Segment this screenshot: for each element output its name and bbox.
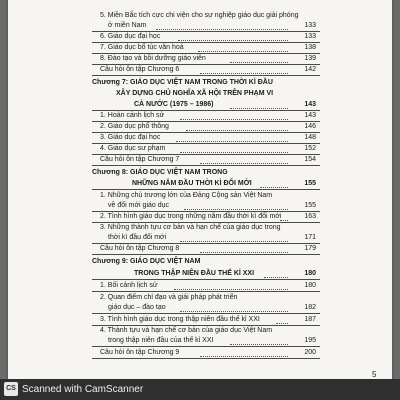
row-rule bbox=[92, 42, 320, 43]
toc-page: 171 bbox=[304, 234, 316, 241]
toc-entry: ở miền Nam bbox=[108, 22, 147, 29]
chapter-title: Chương 7: GIÁO DỤC VIỆT NAM TRONG THỜI KÌ ĐẦU bbox=[92, 79, 273, 86]
row-rule bbox=[92, 132, 320, 133]
toc-entry: 2. Tình hình giáo dục trong những năm đầu thời kì đổi mới bbox=[100, 213, 282, 220]
row-rule bbox=[92, 254, 320, 255]
toc-page: 133 bbox=[304, 33, 316, 40]
leader-dots bbox=[200, 163, 288, 164]
leader-dots bbox=[176, 141, 288, 142]
leader-dots bbox=[200, 252, 288, 253]
toc-page: 152 bbox=[304, 145, 316, 152]
row-rule bbox=[92, 64, 320, 65]
leader-dots bbox=[280, 220, 288, 221]
row-rule bbox=[92, 211, 320, 212]
leader-dots bbox=[230, 62, 288, 63]
leader-dots bbox=[198, 51, 288, 52]
leader-dots bbox=[180, 241, 288, 242]
toc-page: 155 bbox=[304, 202, 316, 209]
row-rule bbox=[92, 154, 320, 155]
toc-entry: 3. Giáo dục đại học bbox=[100, 134, 161, 141]
toc-page: 155 bbox=[304, 180, 316, 187]
toc-page: 143 bbox=[304, 112, 316, 119]
row-rule bbox=[92, 53, 320, 54]
leader-dots bbox=[230, 108, 288, 109]
chapter-title: XÂY DỰNG CHỦ NGHĨA XÃ HỘI TRÊN PHẠM VI bbox=[116, 90, 274, 97]
leader-dots bbox=[276, 323, 288, 324]
row-rule bbox=[92, 346, 320, 347]
leader-dots bbox=[260, 187, 288, 188]
toc-page: 180 bbox=[304, 282, 316, 289]
toc-page: 195 bbox=[304, 337, 316, 344]
toc-entry: 5. Miền Bắc tích cực chi viện cho sự nghiệp giáo dục giải phóng bbox=[100, 12, 299, 19]
leader-dots bbox=[156, 29, 288, 30]
toc-entry: 3. Tình hình giáo dục trong thập niên đầu thế kỉ XXI bbox=[100, 316, 260, 323]
toc-entry: 3. Những thành tựu cơ bản và hạn chế của giáo dục trong bbox=[100, 224, 281, 231]
chapter-title: Chương 9: GIÁO DỤC VIỆT NAM bbox=[92, 258, 201, 265]
chapter-title: TRONG THẬP NIÊN ĐẦU THẾ KỈ XXI bbox=[134, 270, 255, 277]
page-number: 5 bbox=[372, 370, 377, 379]
toc-entry: 8. Đào tạo và bồi dưỡng giáo viên bbox=[100, 55, 206, 62]
toc-entry: Câu hỏi ôn tập Chương 9 bbox=[100, 349, 180, 356]
chapter-title: CẢ NƯỚC (1975 – 1986) bbox=[134, 101, 214, 108]
toc-entry: 7. Giáo dục bổ túc văn hoá bbox=[100, 44, 184, 51]
row-rule bbox=[92, 291, 320, 292]
toc-page: 200 bbox=[304, 349, 316, 356]
toc-page: 182 bbox=[304, 304, 316, 311]
row-rule bbox=[92, 325, 320, 326]
row-rule bbox=[92, 222, 320, 223]
toc-entry: 2. Quan điểm chỉ đạo và giải pháp phát triển bbox=[100, 294, 238, 301]
toc-entry: 1. Những chủ trương lớn của Đảng Cộng sản Việt Nam bbox=[100, 192, 273, 199]
toc-page: 138 bbox=[304, 44, 316, 51]
leader-dots bbox=[180, 311, 288, 312]
leader-dots bbox=[184, 209, 288, 210]
leader-dots bbox=[186, 130, 288, 131]
toc-entry: về đổi mới giáo dục bbox=[108, 202, 170, 209]
row-rule bbox=[92, 31, 320, 32]
toc-entry: Câu hỏi ôn tập Chương 7 bbox=[100, 156, 180, 163]
toc-page: 146 bbox=[304, 123, 316, 130]
table-of-contents bbox=[8, 0, 392, 400]
row-rule bbox=[92, 121, 320, 122]
row-rule bbox=[92, 110, 320, 111]
toc-entry: Câu hỏi ôn tập Chương 8 bbox=[100, 245, 180, 252]
camscanner-logo-icon: CS bbox=[4, 382, 18, 396]
row-rule bbox=[92, 313, 320, 314]
leader-dots bbox=[230, 344, 288, 345]
leader-dots bbox=[200, 356, 288, 357]
toc-entry: 6. Giáo dục đại học bbox=[100, 33, 161, 40]
row-rule bbox=[92, 358, 320, 359]
toc-entry: trong thập niên đầu của thế kỉ XXI bbox=[108, 337, 214, 344]
toc-entry: 1. Bối cảnh lịch sử bbox=[100, 282, 158, 289]
leader-dots bbox=[174, 289, 288, 290]
chapter-title: NHỮNG NĂM ĐẦU THỜI KÌ ĐỔI MỚI bbox=[132, 180, 252, 187]
toc-page: 179 bbox=[304, 245, 316, 252]
row-rule bbox=[92, 165, 320, 166]
toc-page: 187 bbox=[304, 316, 316, 323]
toc-page: 154 bbox=[304, 156, 316, 163]
chapter-title: Chương 8: GIÁO DỤC VIỆT NAM TRONG bbox=[92, 169, 228, 176]
toc-page: 139 bbox=[304, 55, 316, 62]
toc-entry: 2. Giáo dục phổ thông bbox=[100, 123, 169, 130]
toc-entry: giáo dục – đào tạo bbox=[108, 304, 166, 311]
leader-dots bbox=[180, 119, 288, 120]
toc-page: 142 bbox=[304, 66, 316, 73]
watermark-text: Scanned with CamScanner bbox=[22, 384, 144, 395]
row-rule bbox=[92, 243, 320, 244]
leader-dots bbox=[264, 277, 288, 278]
toc-entry: thời kì đầu đổi mới bbox=[108, 234, 167, 241]
camscanner-watermark bbox=[0, 379, 400, 400]
toc-page: 133 bbox=[304, 22, 316, 29]
row-rule bbox=[92, 143, 320, 144]
row-rule bbox=[92, 75, 320, 76]
toc-page: 143 bbox=[304, 101, 316, 108]
toc-entry: 4. Thành tựu và hạn chế cơ bản của giáo dục Việt Nam bbox=[100, 327, 273, 334]
toc-page: 163 bbox=[304, 213, 316, 220]
book-page bbox=[8, 0, 392, 400]
leader-dots bbox=[200, 73, 288, 74]
toc-entry: 4. Giáo dục sư phạm bbox=[100, 145, 166, 152]
row-rule bbox=[92, 189, 320, 190]
leader-dots bbox=[180, 152, 288, 153]
toc-entry: Câu hỏi ôn tập Chương 6 bbox=[100, 66, 180, 73]
toc-entry: 1. Hoàn cảnh lịch sử bbox=[100, 112, 165, 119]
row-rule bbox=[92, 279, 320, 280]
leader-dots bbox=[178, 40, 288, 41]
toc-page: 148 bbox=[304, 134, 316, 141]
toc-page: 180 bbox=[304, 270, 316, 277]
